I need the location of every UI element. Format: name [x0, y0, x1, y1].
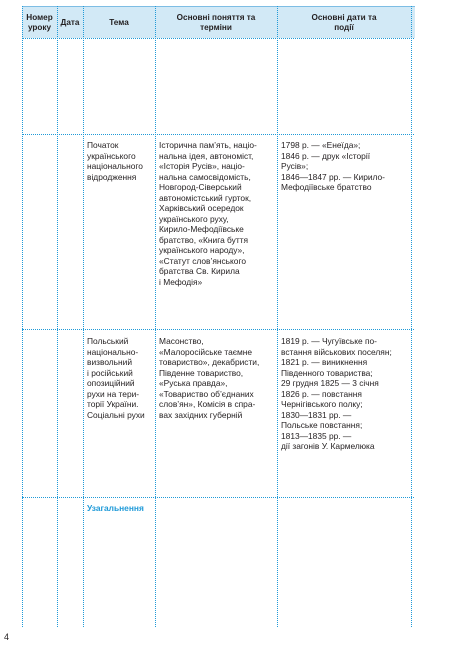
- grid-vline: [57, 6, 58, 627]
- header-date: Дата: [57, 6, 83, 38]
- grid-vline: [277, 6, 278, 627]
- table-row-2-topic: Початок українського національного відродження: [87, 140, 143, 182]
- grid-vline: [155, 6, 156, 627]
- grid-hline: [22, 329, 414, 330]
- table-row-2-dates: 1798 р. — «Енеїда»; 1846 р. — друк «Історії Русів»; 1846—1847 рр. — Кирило- Мефодіївське братство: [281, 140, 385, 192]
- table-row-4-topic-summary: Узагальнення: [87, 503, 144, 513]
- grid-hline: [22, 497, 414, 498]
- header-concepts: Основні поняття та терміни: [155, 6, 277, 38]
- table-row-3-topic: Польський національно- визвольний і російський опозиційний рухи на тери- торії України. Соціальні рухи: [87, 336, 145, 420]
- grid-vline: [22, 6, 23, 627]
- header-lesson-number: Номер уроку: [22, 6, 57, 38]
- grid-vline: [411, 6, 412, 627]
- table-row-2-concepts: Історична пам’ять, націо- нальна ідея, автономіст, «Історія Русів», націо- нальна самосвідомість, Новгород-Сіверський автономістський гурток, Харківський осередок українського руху, Кирило-Мефодіївське братство, «Книга буття українського народу», «Статут слов’янського братства Св. Кирила і Мефодія»: [159, 140, 257, 287]
- page-number: 4: [4, 632, 10, 642]
- header-topic: Тема: [83, 6, 155, 38]
- grid-hline: [22, 38, 414, 39]
- grid-vline: [83, 6, 84, 627]
- grid-hline: [22, 134, 414, 135]
- header-dates-events: Основні дати та події: [277, 6, 411, 38]
- table-row-3-concepts: Масонство, «Малоросійське таємне товариство», декабристи, Південне товариство, «Руська правда», «Товариство об’єднаних слов’ян», Комісія в спра- вах західних губерній: [159, 336, 260, 420]
- table-row-3-dates: 1819 р. — Чугуївське по- встання військових поселян; 1821 р. — виникнення Південного товариства; 29 грудня 1825 — 3 січня 1826 р. — повстання Чернігівського полку; 1830—1831 рр. — Польське повстання; 1813—1835 рр. — дії загонів У. Кармелюка: [281, 336, 392, 451]
